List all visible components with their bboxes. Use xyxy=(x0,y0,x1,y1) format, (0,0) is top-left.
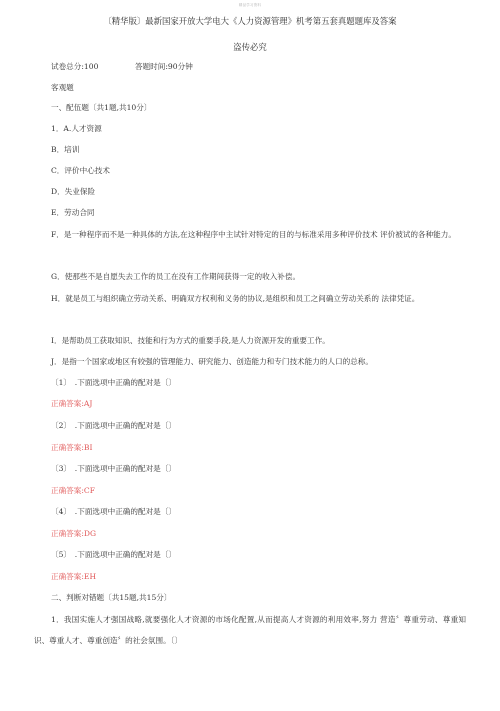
definition-g: G．使那些不是自愿失去工作的员工在没有工作期间获得一定的收入补偿。 xyxy=(51,272,301,281)
exam-total-score: 试卷总分:100 xyxy=(51,62,99,71)
section-objective-label: 客观题 xyxy=(51,83,74,92)
definition-j: J．是指一个国家或地区有较强的管理能力、研究能力、创造能力和专门技术能力的人口的总称。 xyxy=(51,357,373,366)
section2-heading: 二、判断对错题〔共15题,共15分〕 xyxy=(51,593,172,602)
exam-time: 答题时间:90分钟 xyxy=(135,62,193,71)
option-d: D．失业保险 xyxy=(51,187,96,196)
definition-f: F．是一种程序而不是一种具体的方法,在这种程序中主试针对特定的目的与标准采用多种评价技术 评价被试的各种能力。 xyxy=(51,230,456,239)
definition-h: H．就是员工与组织确立劳动关系、明确双方权利和义务的协议,是组织和员工之间确立劳动关系的 法律凭证。 xyxy=(51,294,420,303)
answer-5: 正确答案:EH xyxy=(51,572,97,581)
option-a: 1．A.人才资源 xyxy=(51,124,102,133)
question-3: 〔3〕 .下面选项中正确的配对是〔〕 xyxy=(51,464,176,473)
section1-heading: 一、配伍题〔共1题,共10分〕 xyxy=(51,103,152,112)
option-b: B．培训 xyxy=(51,145,80,154)
answer-3: 正确答案:CF xyxy=(51,486,96,495)
document-title: 〔精华版〕最新国家开放大学电大《人力资源管理》机考第五套真题题库及答案 xyxy=(103,16,397,26)
answer-2: 正确答案:BI xyxy=(51,443,93,452)
answer-4: 正确答案:DG xyxy=(51,529,97,538)
answer-1: 正确答案:AJ xyxy=(51,399,93,408)
question-4: 〔4〕 .下面选项中正确的配对是〔〕 xyxy=(51,507,176,516)
question-2: 〔2〕 .下面选项中正确的配对是〔〕 xyxy=(51,421,176,430)
truefalse-question-1: 1．我国实施人才强国战略,就要强化人才资源的市场化配置,从而提高人才资源的利用效率,努力 营造〞尊重劳动、尊重知识、尊重人才、尊重创造〞的社会氛围。〔〕 xyxy=(34,615,466,645)
definition-i: I．是帮助员工获取知识、技能和行为方式的重要手段,是人力资源开发的重要工作。 xyxy=(51,336,330,345)
option-c: C．评价中心技术 xyxy=(51,166,110,175)
header-watermark: 精品学习资料 xyxy=(238,3,262,7)
document-subtitle: 盗传必究 xyxy=(233,42,267,52)
question-1: 〔1〕 .下面选项中正确的配对是〔〕 xyxy=(51,378,176,387)
question-5: 〔5〕 .下面选项中正确的配对是〔〕 xyxy=(51,550,176,559)
option-e: E．劳动合同 xyxy=(51,208,95,217)
